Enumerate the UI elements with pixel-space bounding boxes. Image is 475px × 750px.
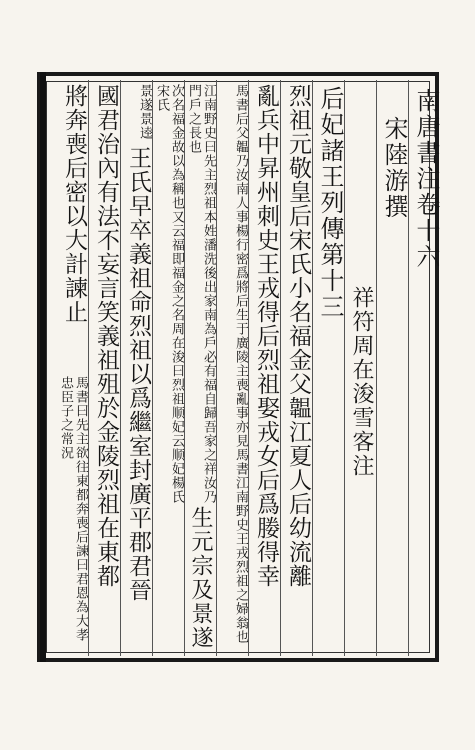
annotation-text: 馬書曰先主欲往東都奔喪后諫曰君恩為大孝忠臣子之常況 (58, 376, 88, 642)
annotation-column (122, 84, 152, 144)
annotator-line: 祥符周在浚雪客注 (349, 286, 374, 478)
annotation-column (186, 84, 216, 504)
annotation-text: 次名福金故以為稱也又云福即福金之名 (169, 84, 184, 322)
text-column: 烈祖元敬皇后宋氏小名福金父韞江夏人后幼流離 (285, 84, 311, 588)
annotation-column (58, 376, 88, 652)
annotation-text: 江南野史曰先主烈祖本姓潘洗後出家南為戶 (201, 84, 216, 350)
column-rule (248, 80, 249, 656)
annotation-text: 必有福自歸吾家之祥汝乃門戶之長也 (186, 84, 216, 504)
annotation-column (218, 84, 248, 644)
text-column: 王氏早卒義祖命烈祖以爲繼室封廣平郡君晉 (125, 146, 151, 602)
column-rule (376, 80, 377, 656)
annotation-column (154, 84, 184, 504)
column-rule (216, 80, 217, 656)
chapter-title: 南唐書注卷十六 (412, 88, 440, 270)
text-column: 國君治內有法不妄言笑義祖殂於金陵烈祖在東都 (93, 84, 119, 588)
annotation-text: 主喪亂事亦見馬書江南野史王戎烈祖之婦翁也 (233, 364, 248, 644)
text-fragment: 生元宗及景遂 (188, 506, 213, 650)
section-heading: 后妃諸王列傳第十三 (316, 86, 344, 320)
text-column: 亂兵中昇州刺史王戎得后烈祖娶戎女后爲媵得幸 (253, 84, 279, 588)
annotation-text: 景遂景逵 (137, 84, 152, 140)
spine-strip (40, 72, 46, 662)
column-rule (184, 80, 185, 656)
annotation-text: 馬書后父韞乃汝南人事楊行密爲將后生于廣陵 (233, 84, 248, 364)
text-column: 將奔喪后密以大計諫止 (61, 84, 87, 324)
author-line: 宋陸游撰 (380, 116, 408, 220)
annotation-text: 周在浚曰烈祖顺妃云顺妃楊氏宋氏 (154, 84, 184, 504)
